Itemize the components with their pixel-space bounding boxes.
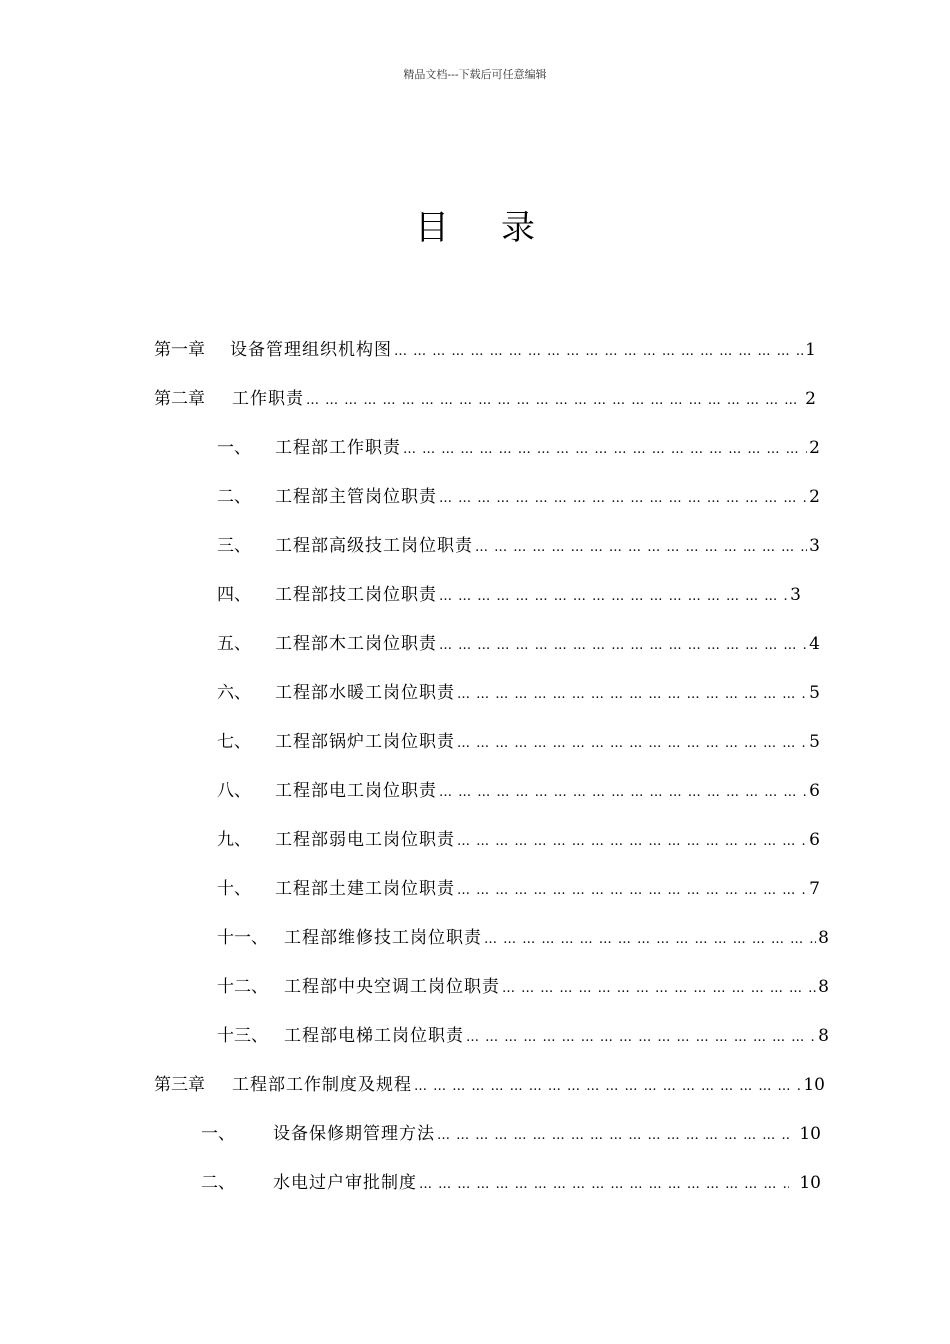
- toc-entry-title: 工程部工作职责: [275, 438, 401, 458]
- toc-entry-title: 工程部工作制度及规程: [232, 1075, 412, 1095]
- toc-dot-leader: [457, 879, 807, 903]
- toc-entry-title: 工程部土建工岗位职责: [275, 879, 455, 899]
- toc-entry-2-2[interactable]: [217, 485, 820, 511]
- toc-entry-label: 一、: [217, 438, 251, 458]
- toc-entry-title: 工程部中央空调工岗位职责: [284, 977, 500, 997]
- toc-entry-title: 设备管理组织机构图: [230, 340, 392, 360]
- toc-entry-label: 一、: [201, 1124, 235, 1144]
- page-title: 目录: [415, 208, 587, 248]
- toc-dot-leader: [403, 438, 807, 462]
- toc-entry-page: 8: [818, 977, 829, 997]
- toc-entry-label: 十二、: [217, 977, 268, 997]
- toc-entry-page: 10: [799, 1173, 821, 1193]
- toc-entry-title: 工程部弱电工岗位职责: [275, 830, 455, 850]
- toc-entry-label: 第三章: [154, 1075, 205, 1095]
- toc-entry-2-11[interactable]: [217, 926, 829, 952]
- toc-entry-label: 十一、: [217, 928, 268, 948]
- toc-entry-label: 十、: [217, 879, 251, 899]
- toc-dot-leader: [457, 683, 807, 707]
- toc-dot-leader: [466, 1026, 816, 1050]
- toc-entry-page: 4: [809, 634, 820, 654]
- toc-entry-page: 5: [809, 683, 820, 703]
- toc-entry-page: 2: [805, 389, 816, 409]
- toc-entry-label: 四、: [217, 585, 251, 605]
- toc-entry-chapter-3[interactable]: [154, 1073, 825, 1099]
- toc-dot-leader: [439, 585, 788, 609]
- toc-entry-2-1[interactable]: [217, 436, 820, 462]
- toc-entry-title: 工程部水暖工岗位职责: [275, 683, 455, 703]
- toc-entry-label: 二、: [217, 487, 251, 507]
- toc-entry-page: 6: [809, 830, 820, 850]
- toc-dot-leader: [414, 1075, 801, 1099]
- toc-entry-page: 1: [805, 340, 816, 360]
- toc-entry-2-3[interactable]: [217, 534, 820, 560]
- toc-dot-leader: [484, 928, 816, 952]
- toc-entry-label: 九、: [217, 830, 251, 850]
- toc-entry-2-8[interactable]: [217, 779, 820, 805]
- toc-dot-leader: [394, 340, 803, 364]
- toc-entry-label: 第一章: [154, 340, 205, 360]
- toc-entry-title: 工程部木工岗位职责: [275, 634, 437, 654]
- toc-entry-page: 7: [809, 879, 820, 899]
- toc-entry-label: 十三、: [217, 1026, 268, 1046]
- toc-dot-leader: [475, 536, 807, 560]
- toc-dot-leader: [439, 634, 807, 658]
- toc-entry-title: 工程部锅炉工岗位职责: [275, 732, 455, 752]
- toc-entry-label: 第二章: [154, 389, 205, 409]
- toc-entry-title: 水电过户审批制度: [273, 1173, 417, 1193]
- toc-entry-2-6[interactable]: [217, 681, 820, 707]
- toc-entry-title: 设备保修期管理方法: [273, 1124, 435, 1144]
- toc-entry-title: 工程部电梯工岗位职责: [284, 1026, 464, 1046]
- toc-entry-title: 工程部技工岗位职责: [275, 585, 437, 605]
- toc-dot-leader: [306, 389, 803, 413]
- toc-entry-title: 工程部电工岗位职责: [275, 781, 437, 801]
- toc-entry-page: 2: [809, 438, 820, 458]
- toc-entry-page: 5: [809, 732, 820, 752]
- toc-entry-2-9[interactable]: [217, 828, 820, 854]
- toc-entry-label: 三、: [217, 536, 251, 556]
- toc-entry-3-1[interactable]: [201, 1122, 821, 1148]
- toc-entry-label: 八、: [217, 781, 251, 801]
- toc-dot-leader: [457, 830, 807, 854]
- toc-entry-page: 2: [809, 487, 820, 507]
- toc-entry-2-12[interactable]: [217, 975, 829, 1001]
- toc-entry-page: 6: [809, 781, 820, 801]
- header-note: 精品文档---下载后可任意编辑: [403, 68, 547, 81]
- toc-entry-chapter-2[interactable]: [154, 387, 816, 413]
- toc-dot-leader: [419, 1173, 789, 1197]
- toc-dot-leader: [457, 732, 807, 756]
- toc-dot-leader: [437, 1124, 789, 1148]
- toc-entry-2-10[interactable]: [217, 877, 820, 903]
- toc-entry-title: 工程部高级技工岗位职责: [275, 536, 473, 556]
- toc-entry-2-7[interactable]: [217, 730, 820, 756]
- toc-entry-chapter-1[interactable]: [154, 338, 816, 364]
- toc-entry-label: 六、: [217, 683, 251, 703]
- toc-entry-2-5[interactable]: [217, 632, 820, 658]
- toc-entry-page: 10: [803, 1075, 825, 1095]
- toc-entry-page: 3: [809, 536, 820, 556]
- toc-entry-page: 10: [799, 1124, 821, 1144]
- toc-entry-label: 五、: [217, 634, 251, 654]
- toc-entry-2-4[interactable]: [217, 583, 801, 609]
- toc-dot-leader: [439, 487, 807, 511]
- toc-entry-page: 3: [790, 585, 801, 605]
- toc-dot-leader: [439, 781, 807, 805]
- toc-entry-page: 8: [818, 928, 829, 948]
- toc-dot-leader: [502, 977, 816, 1001]
- toc-entry-title: 工程部主管岗位职责: [275, 487, 437, 507]
- toc-entry-page: 8: [818, 1026, 829, 1046]
- toc-entry-2-13[interactable]: [217, 1024, 829, 1050]
- toc-entry-title: 工程部维修技工岗位职责: [284, 928, 482, 948]
- toc-entry-title: 工作职责: [232, 389, 304, 409]
- toc-entry-label: 七、: [217, 732, 251, 752]
- toc-entry-label: 二、: [201, 1173, 235, 1193]
- toc-entry-3-2[interactable]: [201, 1171, 821, 1197]
